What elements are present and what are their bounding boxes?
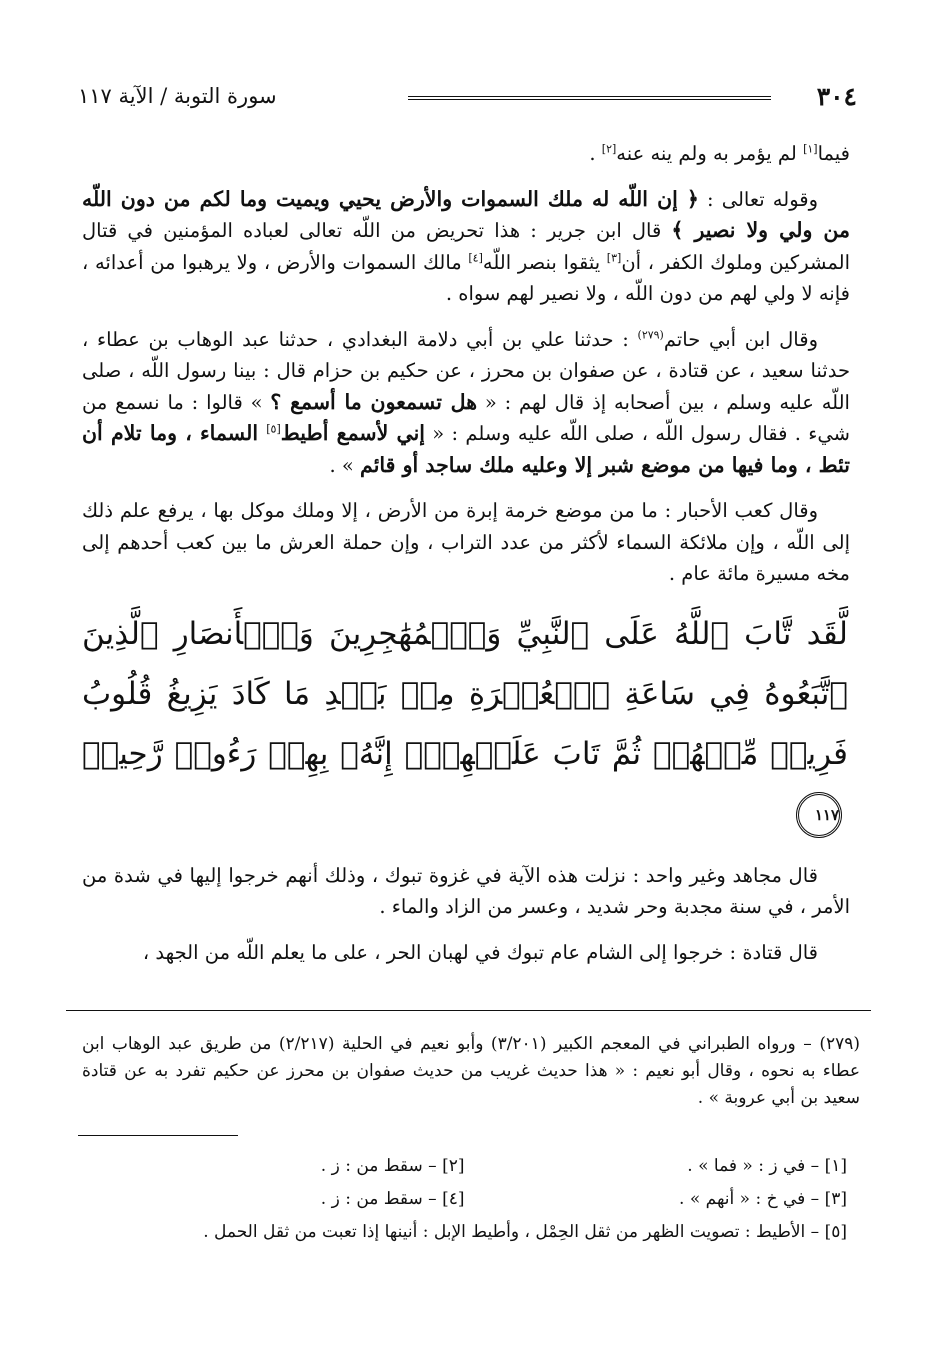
header-rule xyxy=(408,96,771,100)
paragraph-2 xyxy=(82,184,850,310)
paragraph-6: قال قتادة : خرجوا إلى الشام عام تبوك في لهبان الحر ، على ما يعلم اللّه من الجهد ، xyxy=(142,940,818,964)
paragraph-1 xyxy=(82,138,850,170)
page-header xyxy=(78,82,857,122)
text-run: لم يؤمر به ولم ينه عنه xyxy=(616,142,804,165)
variant-note: [٤] – سقط من : ز . xyxy=(320,1189,465,1209)
footnote-marker: [٣] xyxy=(606,251,622,264)
variant-note: [١] – في ز : « فما » . xyxy=(687,1156,847,1176)
footnote-marker: [٢] xyxy=(601,142,617,156)
text-run: مالك السموات والأرض ، ولا يرهبوا من أعدائه ، فإنه لا ولي لهم من دون اللّه ، ولا نصير لهم سواه . xyxy=(82,250,850,305)
variant-note: [٥] – الأطيط : تصويت الظهر من ثقل الحِمْل ، وأطيط الإبل : أنينها إذا تعبت من ثقل الحمل . xyxy=(203,1222,847,1242)
variants-divider xyxy=(78,1135,238,1136)
text-run: » قالوا : ما نسمع من شيء . فقال رسول اللّه ، صلى اللّه عليه وسلم : « xyxy=(82,390,850,445)
text-run: قال ابن جرير : هذا تحريض من اللّه تعالى لعباده المؤمنين في قتال المشركين وملوك الكفر ، أن xyxy=(82,219,850,274)
ayah-number-marker: ١١٧ xyxy=(796,792,842,838)
footnotes xyxy=(82,1031,860,1112)
footnote-marker: [٥] xyxy=(266,422,281,436)
text-run: يثقوا بنصر اللّه xyxy=(482,250,607,274)
text-run: : حدثنا علي بن أبي دلامة البغدادي ، حدثنا عبد الوهاب بن عطاء ، حدثنا سعيد ، عن قتادة ، عن صفوان بن محرز ، عن حكيم بن حزام قال : بينا رسول اللّه ، صلى اللّه عليه وسلم ، بين أصحابه إذ قال لهم : « xyxy=(82,327,850,414)
paragraph-4: وقال كعب الأحبار : ما من موضع خرمة إبرة من الأرض ، إلا وملك موكل بها ، يرفع علم ذلك إلى اللّه ، وإن ملائكة السماء لأكثر من عدد التراب ، وإن حملة العرش ما بين كعب أحدهم إلى مخه مسيرة مائة عام . xyxy=(82,499,850,585)
main-text xyxy=(82,138,850,982)
surah-reference: سورة التوبة / الآية ١١٧ xyxy=(78,84,277,108)
quoted-verse: ﴿ إن اللّه له ملك السموات والأرض يحيي ويميت وما لكم من دون اللّه من ولي ولا نصير ﴾ xyxy=(82,186,850,242)
verse-text: لَّقَد تَّابَ ٱللَّهُ عَلَى ٱلنَّبِيِّ وَٱلۡمُهَٰجِرِينَ وَٱلۡأَنصَارِ ٱلَّذِينَ ٱتَّبَعُوهُ فِي سَاعَةِ ٱلۡعُسۡرَةِ مِنۢ بَعۡدِ مَا كَادَ يَزِيغُ قُلُوبُ فَرِيقٖ مِّنۡهُمۡ ثُمَّ تَابَ عَلَيۡهِمۡۚ إِنَّهُۥ بِهِمۡ رَءُوفٞ رَّحِيمٞ xyxy=(82,615,848,772)
text-run: . xyxy=(589,142,602,165)
variant-note: [٢] – سقط من : ز . xyxy=(320,1156,465,1176)
variants-row xyxy=(82,1183,847,1216)
footnote-divider xyxy=(66,1010,871,1011)
footnote-ref: (٢٧٩) xyxy=(819,1034,860,1054)
text-run: وقوله تعالى : xyxy=(698,187,819,211)
footnote-text: – ورواه الطبراني في المعجم الكبير (٣/٢٠١) وأبو نعيم في الحلية (٢/٢١٧) من طريق عبد الوهاب ابن عطاء به نحوه ، وقال أبو نعيم : « هذا حديث غريب من حديث صفوان بن محرز عن حكيم تفرد به عن قتادة سعيد بن أبي عروبة » . xyxy=(82,1034,860,1108)
quran-verse xyxy=(82,604,848,844)
footnote-279 xyxy=(82,1031,860,1112)
text-run: وقال ابن أبي حاتم xyxy=(663,327,818,351)
footnote-marker: [١] xyxy=(803,142,818,156)
hadith-quote: السماء ، وما تلام أن تئط ، وما فيها من موضع شبر إلا وعليه ملك ساجد أو قائم xyxy=(82,421,850,477)
variants-row xyxy=(82,1150,847,1183)
paragraph-5: قال مجاهد وغير واحد : نزلت هذه الآية في غزوة تبوك ، وذلك أنهم خرجوا إليها في شدة من الأمر ، في سنة مجدبة وحر شديد ، وعسر من الزاد والماء . xyxy=(82,863,850,918)
manuscript-variants xyxy=(82,1150,847,1249)
text-run: فيما xyxy=(817,142,850,165)
hadith-quote: إني لأسمع أطيط xyxy=(280,421,426,445)
footnote-marker: (٢٧٩) xyxy=(637,328,664,341)
variant-note: [٣] – في خ : « أنهم » . xyxy=(679,1189,847,1209)
page-number: ٣٠٤ xyxy=(816,82,857,111)
text-run: » . xyxy=(329,453,361,477)
footnote-marker: [٤] xyxy=(468,251,483,264)
hadith-quote: هل تسمعون ما أسمع ؟ xyxy=(270,389,478,414)
paragraph-3 xyxy=(82,324,850,482)
